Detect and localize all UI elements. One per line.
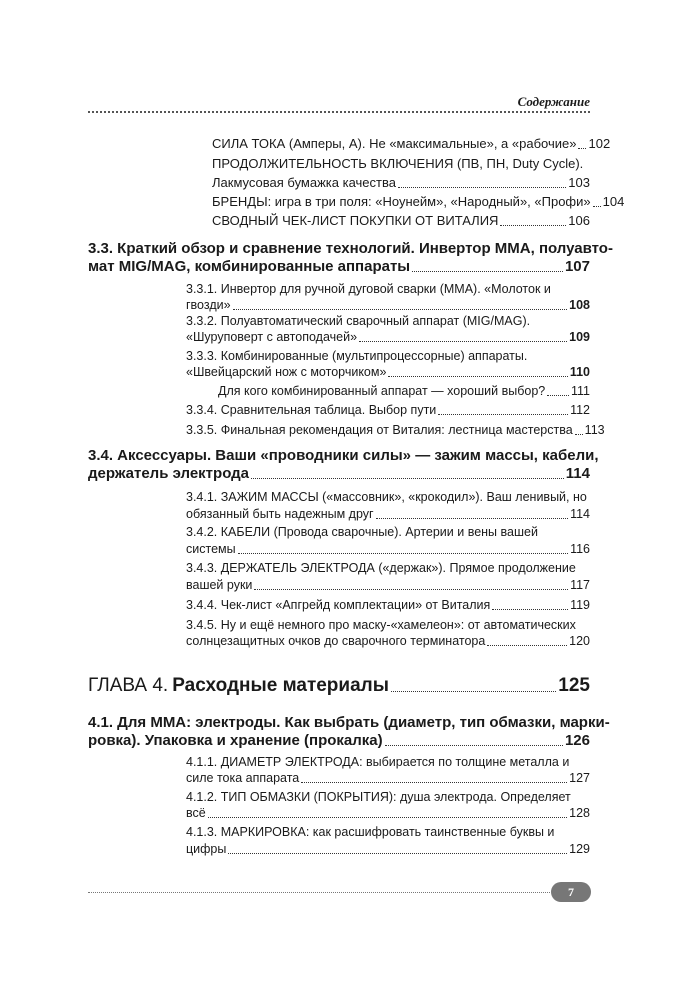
toc-entry[interactable]: обязанный быть надежным друг 114 [186,507,590,521]
dot-leader [385,745,563,746]
dot-leader [438,414,568,415]
toc-entry-line: 3.4.2. КАБЕЛИ (Провода сварочные). Артерии и вены вашей [186,525,538,539]
toc-entry-line: ПРОДОЛЖИТЕЛЬНОСТЬ ВКЛЮЧЕНИЯ (ПВ, ПН, Duty Cycle). [212,156,584,171]
toc-entry[interactable]: СВОДНЫЙ ЧЕК-ЛИСТ ПОКУПКИ ОТ ВИТАЛИЯ 106 [212,213,590,228]
toc-section[interactable]: держатель электрода 114 [88,465,590,482]
toc-entry-line: 4.1.3. МАРКИРОВКА: как расшифровать таинственные буквы и [186,825,555,839]
toc-entry[interactable]: солнцезащитных очков до сварочного терминатора 120 [186,634,590,648]
toc-entry[interactable]: СИЛА ТОКА (Амперы, А). Не «максимальные», а «рабочие» 102 [212,136,611,151]
toc-entry-line: 3.4.5. Ну и ещё немного про маску-«хамелеон»: от автоматических [186,618,576,632]
dot-leader [251,478,564,479]
toc-section[interactable]: ровка). Упаковка и хранение (прокалка) 126 [88,732,590,749]
toc-entry-line: 4.1.2. ТИП ОБМАЗКИ (ПОКРЫТИЯ): душа электрода. Определяет [186,790,571,804]
dot-leader [208,817,567,818]
dot-leader [492,609,568,610]
footer-divider [88,892,550,893]
dot-leader [254,589,568,590]
dot-leader [578,148,586,149]
toc-entry[interactable]: БРЕНДЫ: игра в три поля: «Ноунейм», «Народный», «Профи» 104 [212,194,625,209]
toc-entry[interactable]: вашей руки 117 [186,578,590,592]
dot-leader [233,309,568,310]
toc-entry[interactable]: всё 128 [186,806,590,820]
dot-leader [398,187,566,188]
toc-entry[interactable]: 3.3.5. Финальная рекомендация от Виталия: лестница мастерства 113 [186,423,605,437]
toc-entry[interactable]: «Швейцарский нож с моторчиком» 110 [186,365,590,379]
dot-leader [301,782,567,783]
toc-entry-line: 3.4.1. ЗАЖИМ МАССЫ («массовник», «крокодил»). Ваш ленивый, но [186,490,587,504]
dot-leader [547,395,569,396]
toc-entry[interactable]: силе тока аппарата 127 [186,771,590,785]
toc-entry-line: 3.4.3. ДЕРЖАТЕЛЬ ЭЛЕКТРОДА («держак»). Прямое продолжение [186,561,576,575]
toc-entry[interactable]: гвозди» 108 [186,298,590,312]
dot-leader [376,518,568,519]
dot-leader [238,553,568,554]
toc-entry[interactable]: 3.4.4. Чек-лист «Апгрейд комплектации» от Виталия 119 [186,598,590,612]
toc-entry[interactable]: Для кого комбинированный аппарат — хороший выбор? 111 [218,384,590,398]
dot-leader [487,645,567,646]
toc-section-line: 3.3. Краткий обзор и сравнение технологий. Инвертор ММА, полуавто- [88,240,613,257]
toc-entry-line: 3.3.3. Комбинированные (мультипроцессорные) аппараты. [186,349,528,363]
dot-leader [593,206,601,207]
header-divider [88,111,590,113]
toc-entry-line: 3.3.1. Инвертор для ручной дуговой сварки (ММА). «Молоток и [186,282,551,296]
dot-leader [500,225,566,226]
dot-leader [228,853,567,854]
toc-entry[interactable]: 3.3.4. Сравнительная таблица. Выбор пути 112 [186,403,590,417]
toc-entry[interactable]: Лакмусовая бумажка качества 103 [212,175,590,190]
dot-leader [391,691,556,692]
dot-leader [388,376,567,377]
toc-section-line: 3.4. Аксессуары. Ваши «проводники силы» — зажим массы, кабели, [88,447,599,464]
toc-entry-line: 4.1.1. ДИАМЕТР ЭЛЕКТРОДА: выбирается по толщине металла и [186,755,570,769]
dot-leader [575,434,583,435]
dot-leader [412,271,563,272]
toc-section-line: 4.1. Для ММА: электроды. Как выбрать (диаметр, тип обмазки, марки- [88,714,610,731]
toc-entry-line: 3.3.2. Полуавтоматический сварочный аппарат (MIG/MAG). [186,314,531,328]
page-number-badge: 7 [551,882,591,902]
running-header-title: Содержание [517,94,590,109]
toc-section[interactable]: мат MIG/MAG, комбинированные аппараты 107 [88,258,590,275]
dot-leader [359,341,567,342]
toc-entry[interactable]: системы 116 [186,542,590,556]
toc-chapter[interactable]: ГЛАВА 4. Расходные материалы 125 [88,675,590,696]
toc-entry[interactable]: цифры 129 [186,842,590,856]
toc-entry[interactable]: «Шуруповерт с автоподачей» 109 [186,330,590,344]
